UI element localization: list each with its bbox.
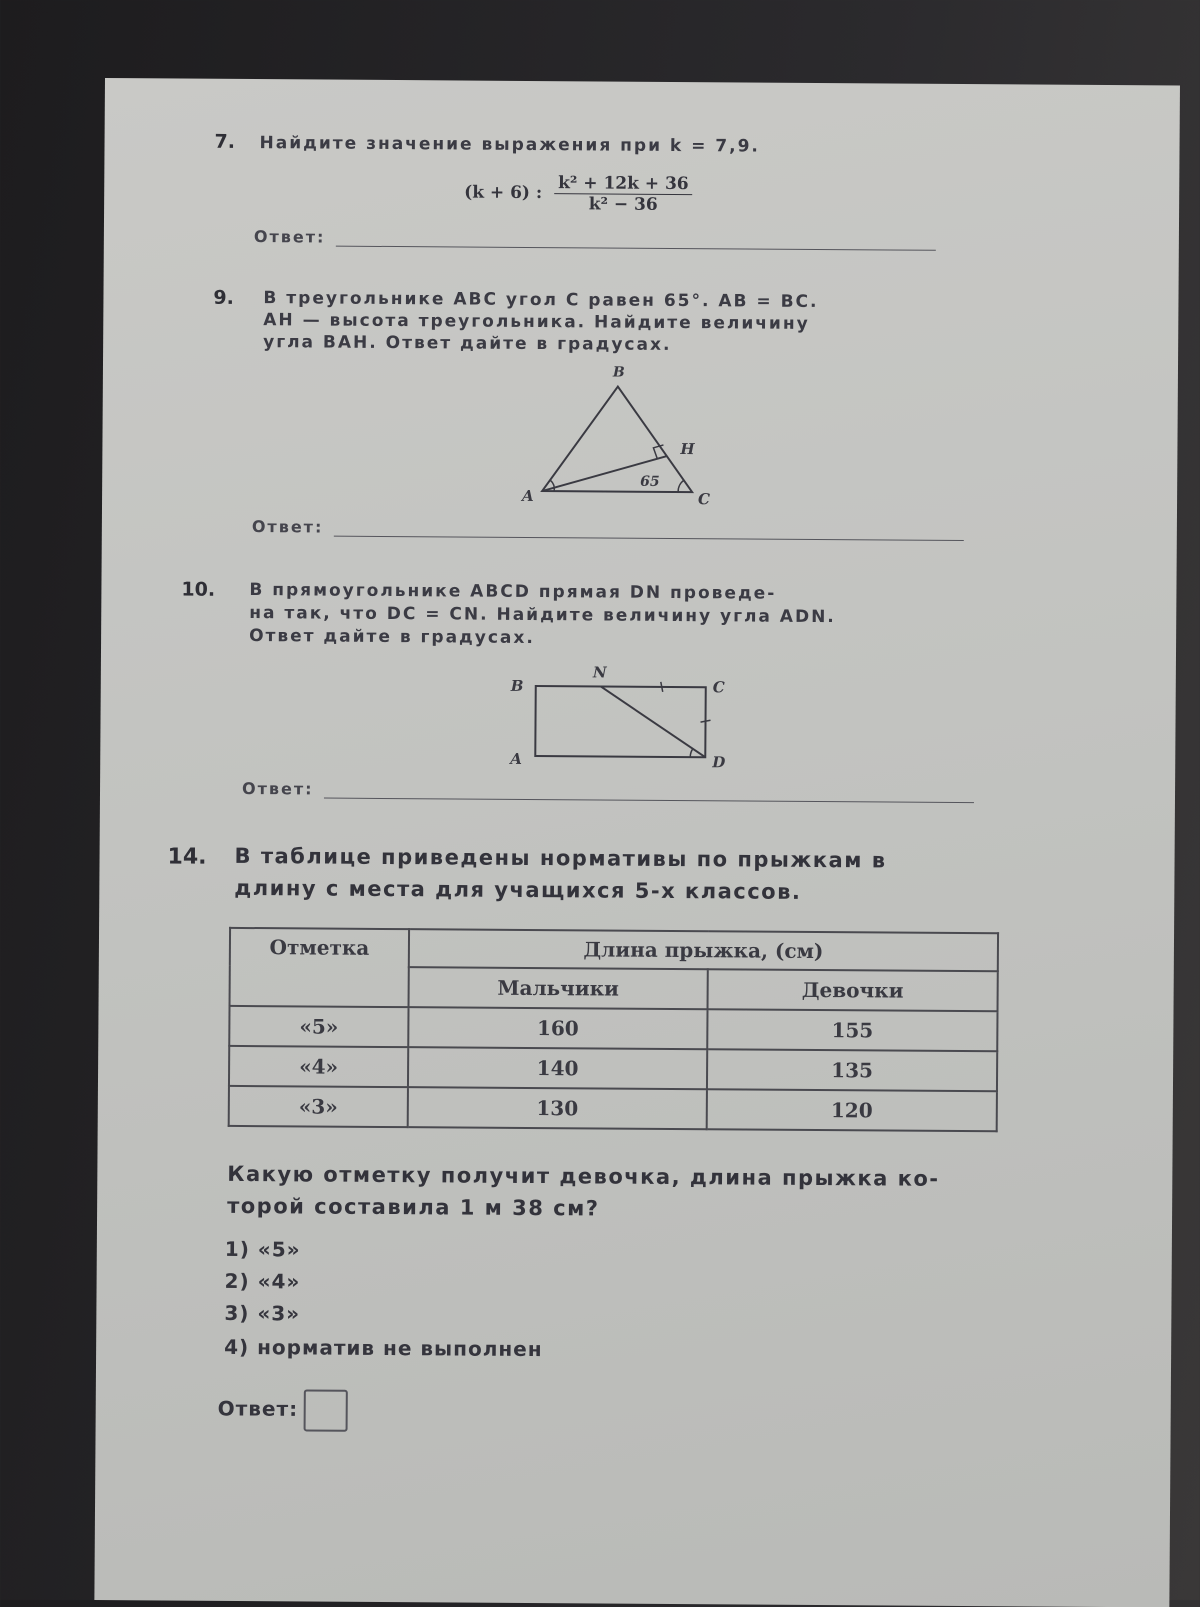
problem-14-answer (218, 1389, 349, 1432)
problem-7-formula (464, 173, 693, 216)
cell-girls: 135 (707, 1049, 997, 1091)
rectangle-abcd (535, 686, 705, 757)
norms-table (228, 927, 999, 1132)
label-a: A (510, 749, 522, 768)
option-4[interactable]: 4) норматив не выполнен (224, 1334, 543, 1362)
header-boys: Мальчики (409, 967, 708, 1009)
formula-denominator: k² − 36 (588, 194, 658, 215)
header-mark: Отметка (230, 928, 410, 1007)
line-dn (600, 686, 705, 757)
problem-14-line1: В таблице приведены нормативы по прыжкам в (234, 843, 887, 873)
triangle-abc (542, 386, 693, 492)
problem-10-line2: на так, что DC = CN. Найдите величину угла ADN. (249, 603, 836, 628)
problem-9-number: 9. (213, 286, 234, 309)
problem-14-number: 14. (167, 844, 207, 870)
triangle-figure (512, 361, 753, 513)
label-b: B (612, 364, 625, 381)
cell-mark: «4» (229, 1046, 408, 1087)
header-length: Длина прыжка, (см) (409, 929, 998, 971)
label-b: B (510, 676, 524, 695)
tick-cn (661, 682, 663, 692)
angle-c-arc (678, 480, 684, 492)
answer-line[interactable] (333, 522, 963, 541)
label-a: A (522, 486, 534, 506)
formula-numerator: k² + 12k + 36 (554, 173, 693, 195)
table-row (229, 1086, 997, 1131)
cell-boys: 140 (408, 1047, 707, 1089)
problem-9-line2: AH — высота треугольника. Найдите величину (263, 310, 810, 334)
answer-box[interactable] (304, 1389, 348, 1431)
cell-girls: 155 (707, 1009, 997, 1051)
problem-10-answer (242, 779, 974, 803)
option-2[interactable]: 2) «4» (224, 1268, 301, 1294)
answer-label: Ответ: (241, 778, 314, 799)
answer-line[interactable] (324, 784, 974, 804)
label-c: C (698, 490, 711, 509)
problem-14-line2: длину с места для учащихся 5-х классов. (234, 875, 802, 904)
problem-7-number: 7. (214, 130, 236, 153)
label-n: N (592, 663, 607, 682)
cell-mark: «3» (229, 1086, 408, 1127)
table-row (229, 1046, 997, 1091)
table-row (229, 1006, 997, 1051)
label-c: C (712, 678, 725, 697)
angle-adn-arc (690, 748, 693, 757)
cell-boys: 130 (408, 1087, 707, 1129)
formula-fraction (554, 173, 693, 215)
answer-label: Ответ: (251, 517, 324, 537)
option-1[interactable]: 1) «5» (224, 1236, 301, 1262)
problem-9-line1: В треугольнике ABC угол C равен 65°. AB = BC. (263, 288, 819, 312)
formula-left: (k + 6) : (464, 182, 543, 204)
problem-10-line1: В прямоугольнике ABCD прямая DN проведе- (249, 580, 777, 604)
option-3[interactable]: 3) «3» (224, 1300, 301, 1326)
problem-7-text: Найдите значение выражения при k = 7,9. (259, 133, 760, 157)
cell-boys: 160 (408, 1007, 707, 1049)
exam-sheet (94, 78, 1180, 1607)
label-h: H (680, 440, 695, 459)
problem-14-question-line1: Какую отметку получит девочка, длина прыжка ко- (227, 1161, 940, 1191)
problem-9-answer (252, 517, 964, 541)
problem-9-line3: угла BAH. Ответ дайте в градусах. (263, 332, 672, 355)
answer-label: Ответ: (253, 227, 326, 247)
problem-10-number: 10. (181, 578, 216, 601)
cell-mark: «5» (229, 1006, 408, 1047)
tick-dc (701, 720, 711, 722)
problem-10-line3: Ответ дайте в градусах. (249, 626, 535, 649)
problem-7-answer (254, 227, 936, 251)
answer-line[interactable] (335, 232, 935, 251)
angle-label: 65 (640, 473, 660, 490)
problem-14-question-line2: торой составила 1 м 38 см? (227, 1193, 600, 1221)
label-d: D (712, 753, 726, 772)
cell-girls: 120 (707, 1089, 997, 1131)
rectangle-figure (500, 661, 761, 773)
header-girls: Девочки (708, 969, 998, 1011)
answer-label: Ответ: (217, 1396, 299, 1421)
